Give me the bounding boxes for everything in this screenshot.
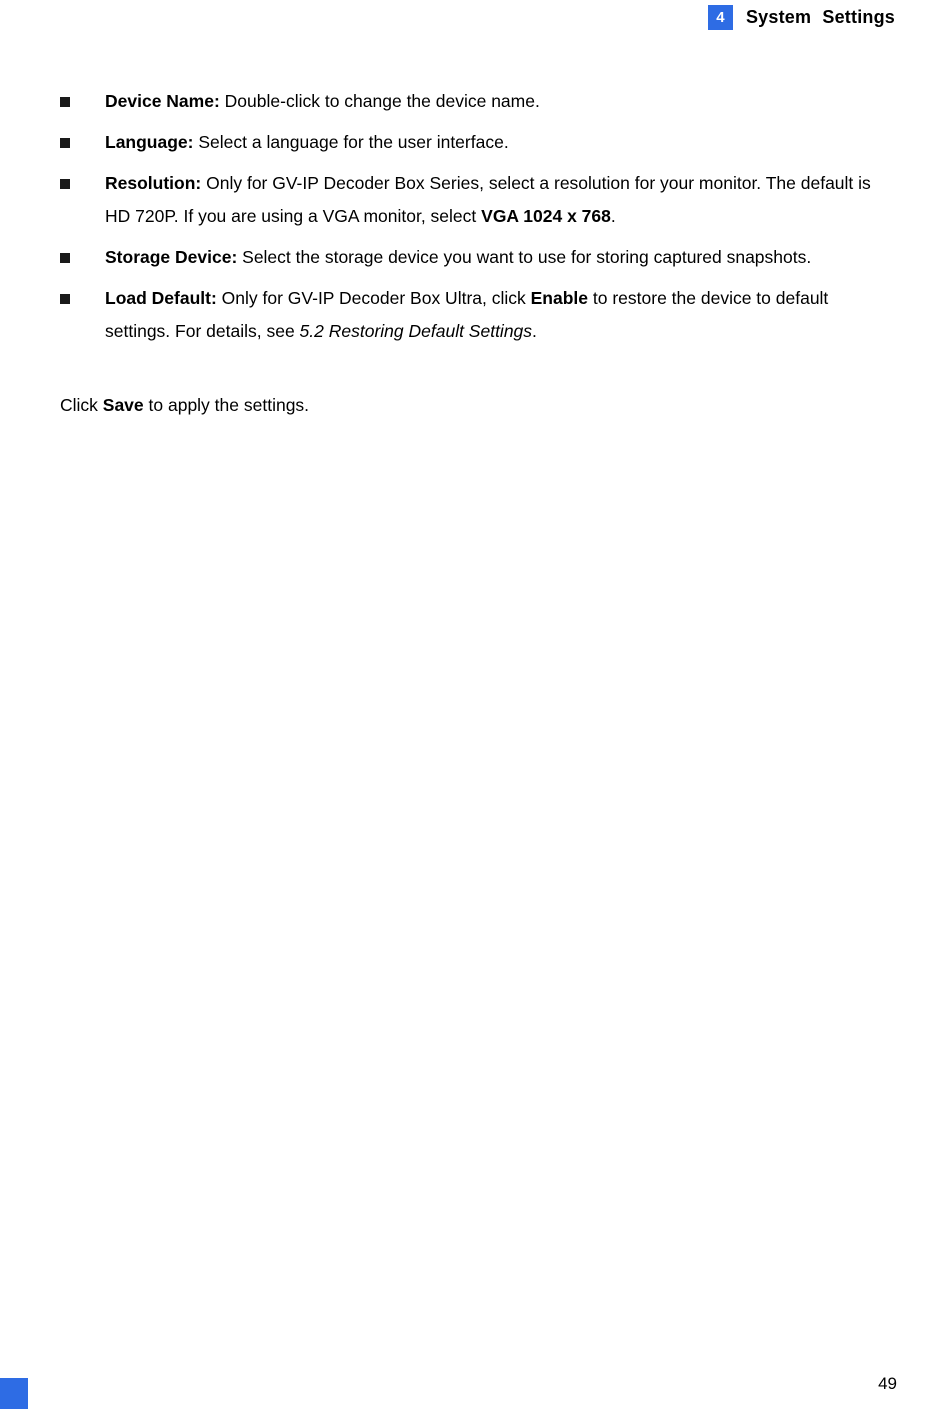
closing-text: to apply the settings. bbox=[143, 395, 310, 415]
page-number: 49 bbox=[878, 1374, 897, 1393]
bullet-body: Double-click to change the device name. bbox=[219, 91, 540, 111]
bullet-body: . bbox=[532, 321, 537, 341]
list-item-storage-device bbox=[60, 241, 885, 274]
bullet-marker bbox=[60, 85, 105, 118]
footer-accent-bar bbox=[0, 1378, 28, 1409]
bullet-marker bbox=[60, 167, 105, 233]
bullet-body: to restore the device to default settings. For details, see bbox=[105, 288, 829, 341]
list-item-resolution bbox=[60, 167, 885, 233]
bullet-text bbox=[105, 85, 885, 118]
list-item-load-default bbox=[60, 282, 885, 348]
bullet-square-icon bbox=[60, 97, 70, 107]
bullet-text bbox=[105, 126, 885, 159]
bullet-text bbox=[105, 282, 885, 348]
bullet-text bbox=[105, 167, 885, 233]
bullet-marker bbox=[60, 241, 105, 274]
list-item-language bbox=[60, 126, 885, 159]
page-content bbox=[60, 85, 885, 422]
cross-reference: 5.2 Restoring Default Settings bbox=[299, 321, 533, 341]
closing-bold-term: Save bbox=[102, 395, 144, 415]
bullet-body: . bbox=[610, 206, 616, 226]
bullet-bold-term: VGA 1024 x 768 bbox=[481, 206, 611, 226]
bullet-marker bbox=[60, 282, 105, 348]
chapter-title: System Settings bbox=[745, 7, 895, 27]
chapter-number-badge: 4 bbox=[708, 5, 733, 30]
bullet-label: Storage Device: bbox=[105, 247, 238, 267]
bullet-square-icon bbox=[60, 294, 70, 304]
bullet-square-icon bbox=[60, 253, 70, 263]
bullet-text bbox=[105, 241, 885, 274]
bullet-body: Only for GV-IP Decoder Box Ultra, click bbox=[216, 288, 531, 308]
bullet-body: Only for GV-IP Decoder Box Series, select a resolution for your monitor. The default is HD 720P. If you are using a VGA monitor, select bbox=[105, 173, 871, 226]
bullet-label: Resolution: bbox=[105, 173, 202, 193]
closing-paragraph bbox=[60, 389, 885, 422]
bullet-bold-term: Enable bbox=[530, 288, 589, 308]
bullet-square-icon bbox=[60, 179, 70, 189]
bullet-label: Load Default: bbox=[105, 288, 217, 308]
bullet-label: Language: bbox=[105, 132, 194, 152]
closing-text: Click bbox=[60, 395, 103, 415]
page-header bbox=[708, 5, 895, 30]
bullet-label: Device Name: bbox=[105, 91, 220, 111]
bullet-list bbox=[60, 85, 885, 348]
list-item-device-name bbox=[60, 85, 885, 118]
bullet-body: Select a language for the user interface. bbox=[193, 132, 509, 152]
bullet-marker bbox=[60, 126, 105, 159]
bullet-square-icon bbox=[60, 138, 70, 148]
bullet-body: Select the storage device you want to use for storing captured snapshots. bbox=[237, 247, 812, 267]
